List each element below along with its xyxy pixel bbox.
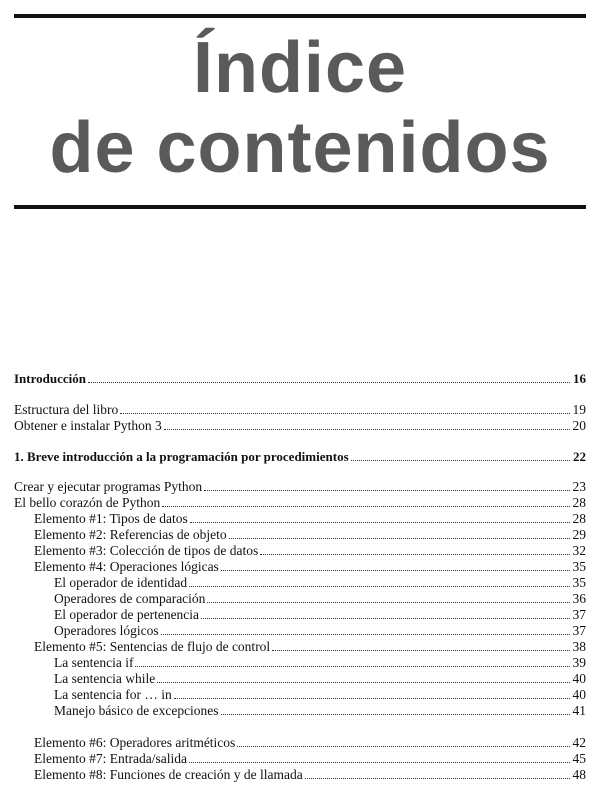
- toc-entry-page-number: 45: [572, 751, 586, 766]
- toc-entry-page-number: 29: [572, 527, 586, 542]
- toc-entry: [14, 401, 586, 418]
- toc-entry: [14, 670, 586, 687]
- toc-entry: [14, 750, 586, 767]
- toc-entry-title: Manejo básico de excepciones: [54, 703, 219, 718]
- dot-leader: [201, 606, 570, 619]
- toc-entry-page-number: 37: [572, 623, 586, 638]
- dot-leader: [351, 448, 570, 461]
- toc-entry-title: Elemento #8: Funciones de creación y de llamada: [34, 767, 303, 782]
- toc-entry: [14, 574, 586, 591]
- toc-entry-page-number: 20: [572, 418, 586, 433]
- toc-entry-title: Elemento #3: Colección de tipos de datos: [34, 543, 259, 558]
- toc-entry-page-number: 16: [573, 371, 586, 386]
- toc-entry-page-number: 35: [572, 575, 586, 590]
- toc-entry-title: La sentencia while: [54, 671, 156, 686]
- dot-leader: [204, 478, 570, 491]
- toc-entry-title: Elemento #4: Operaciones lógicas: [34, 559, 219, 574]
- toc-entry: [14, 606, 586, 623]
- toc-entry: [14, 766, 586, 783]
- toc-entry: [14, 526, 586, 543]
- toc-entry: [14, 510, 586, 527]
- toc-entry-title: El operador de pertenencia: [54, 607, 200, 622]
- dot-leader: [189, 574, 570, 587]
- toc-entry: [14, 558, 586, 575]
- toc-entry: [14, 638, 586, 655]
- dot-leader: [189, 750, 570, 763]
- toc-entry-title: La sentencia for … in: [54, 687, 172, 702]
- dot-leader: [260, 542, 570, 555]
- toc-entry: [14, 370, 586, 387]
- toc-entry-page-number: 42: [572, 735, 586, 750]
- toc-entry: [14, 686, 586, 703]
- dot-leader: [120, 401, 570, 414]
- dot-leader: [164, 417, 570, 430]
- page-title-line-2: de contenidos: [49, 108, 551, 188]
- toc-entry: [14, 448, 586, 465]
- toc-entry-page-number: 40: [572, 687, 586, 702]
- dot-leader: [88, 370, 570, 383]
- bottom-rule: [14, 205, 586, 209]
- toc-entry-title: La sentencia if: [54, 655, 134, 670]
- toc-entry-page-number: 48: [572, 767, 586, 782]
- toc-entry: [14, 494, 586, 511]
- toc-entry-title: 1. Breve introducción a la programación por procedimientos: [14, 449, 349, 464]
- toc-entry-title: Obtener e instalar Python 3: [14, 418, 162, 433]
- dot-leader: [174, 686, 570, 699]
- toc-entry-title: Elemento #1: Tipos de datos: [34, 511, 188, 526]
- toc-entry-page-number: 40: [572, 671, 586, 686]
- toc-entry-page-number: 39: [572, 655, 586, 670]
- dot-leader: [190, 510, 570, 523]
- toc-entry: [14, 702, 586, 719]
- toc-entry-title: Crear y ejecutar programas Python: [14, 479, 203, 494]
- toc-entry-page-number: 37: [572, 607, 586, 622]
- toc-entry-page-number: 28: [572, 511, 586, 526]
- toc-entry: [14, 478, 586, 495]
- toc-entry-title: Introducción: [14, 371, 86, 386]
- toc-entry-title: Operadores de comparación: [54, 591, 206, 606]
- toc-entry-page-number: 41: [572, 703, 586, 718]
- dot-leader: [272, 638, 570, 651]
- toc-entry-title: El bello corazón de Python: [14, 495, 161, 510]
- toc-entry-title: Estructura del libro: [14, 402, 119, 417]
- dot-leader: [162, 494, 570, 507]
- toc-entry-page-number: 35: [572, 559, 586, 574]
- dot-leader: [221, 558, 570, 571]
- dot-leader: [229, 526, 570, 539]
- toc-entry-page-number: 28: [572, 495, 586, 510]
- toc-entry: [14, 734, 586, 751]
- toc-entry: [14, 417, 586, 434]
- dot-leader: [305, 766, 570, 779]
- toc-entry-page-number: 38: [572, 639, 586, 654]
- toc-entry: [14, 590, 586, 607]
- page-title-line-1: Índice: [192, 28, 408, 108]
- toc-entry: [14, 542, 586, 559]
- dot-leader: [157, 670, 570, 683]
- toc-entry-page-number: 22: [573, 449, 586, 464]
- toc-entry-page-number: 19: [572, 402, 586, 417]
- dot-leader: [221, 702, 570, 715]
- toc-entry: [14, 622, 586, 639]
- toc-entry-title: El operador de identidad: [54, 575, 188, 590]
- toc-entry-page-number: 23: [572, 479, 586, 494]
- dot-leader: [135, 654, 570, 667]
- toc-entry-title: Elemento #7: Entrada/salida: [34, 751, 187, 766]
- toc-entry-title: Elemento #6: Operadores aritméticos: [34, 735, 236, 750]
- dot-leader: [161, 622, 570, 635]
- toc-entry-title: Elemento #2: Referencias de objeto: [34, 527, 227, 542]
- toc-entry-page-number: 36: [572, 591, 586, 606]
- toc-entry-title: Operadores lógicos: [54, 623, 159, 638]
- dot-leader: [207, 590, 570, 603]
- toc-entry-title: Elemento #5: Sentencias de flujo de control: [34, 639, 271, 654]
- toc-entry: [14, 654, 586, 671]
- toc-entry-page-number: 32: [572, 543, 586, 558]
- dot-leader: [237, 734, 570, 747]
- top-rule: [14, 14, 586, 18]
